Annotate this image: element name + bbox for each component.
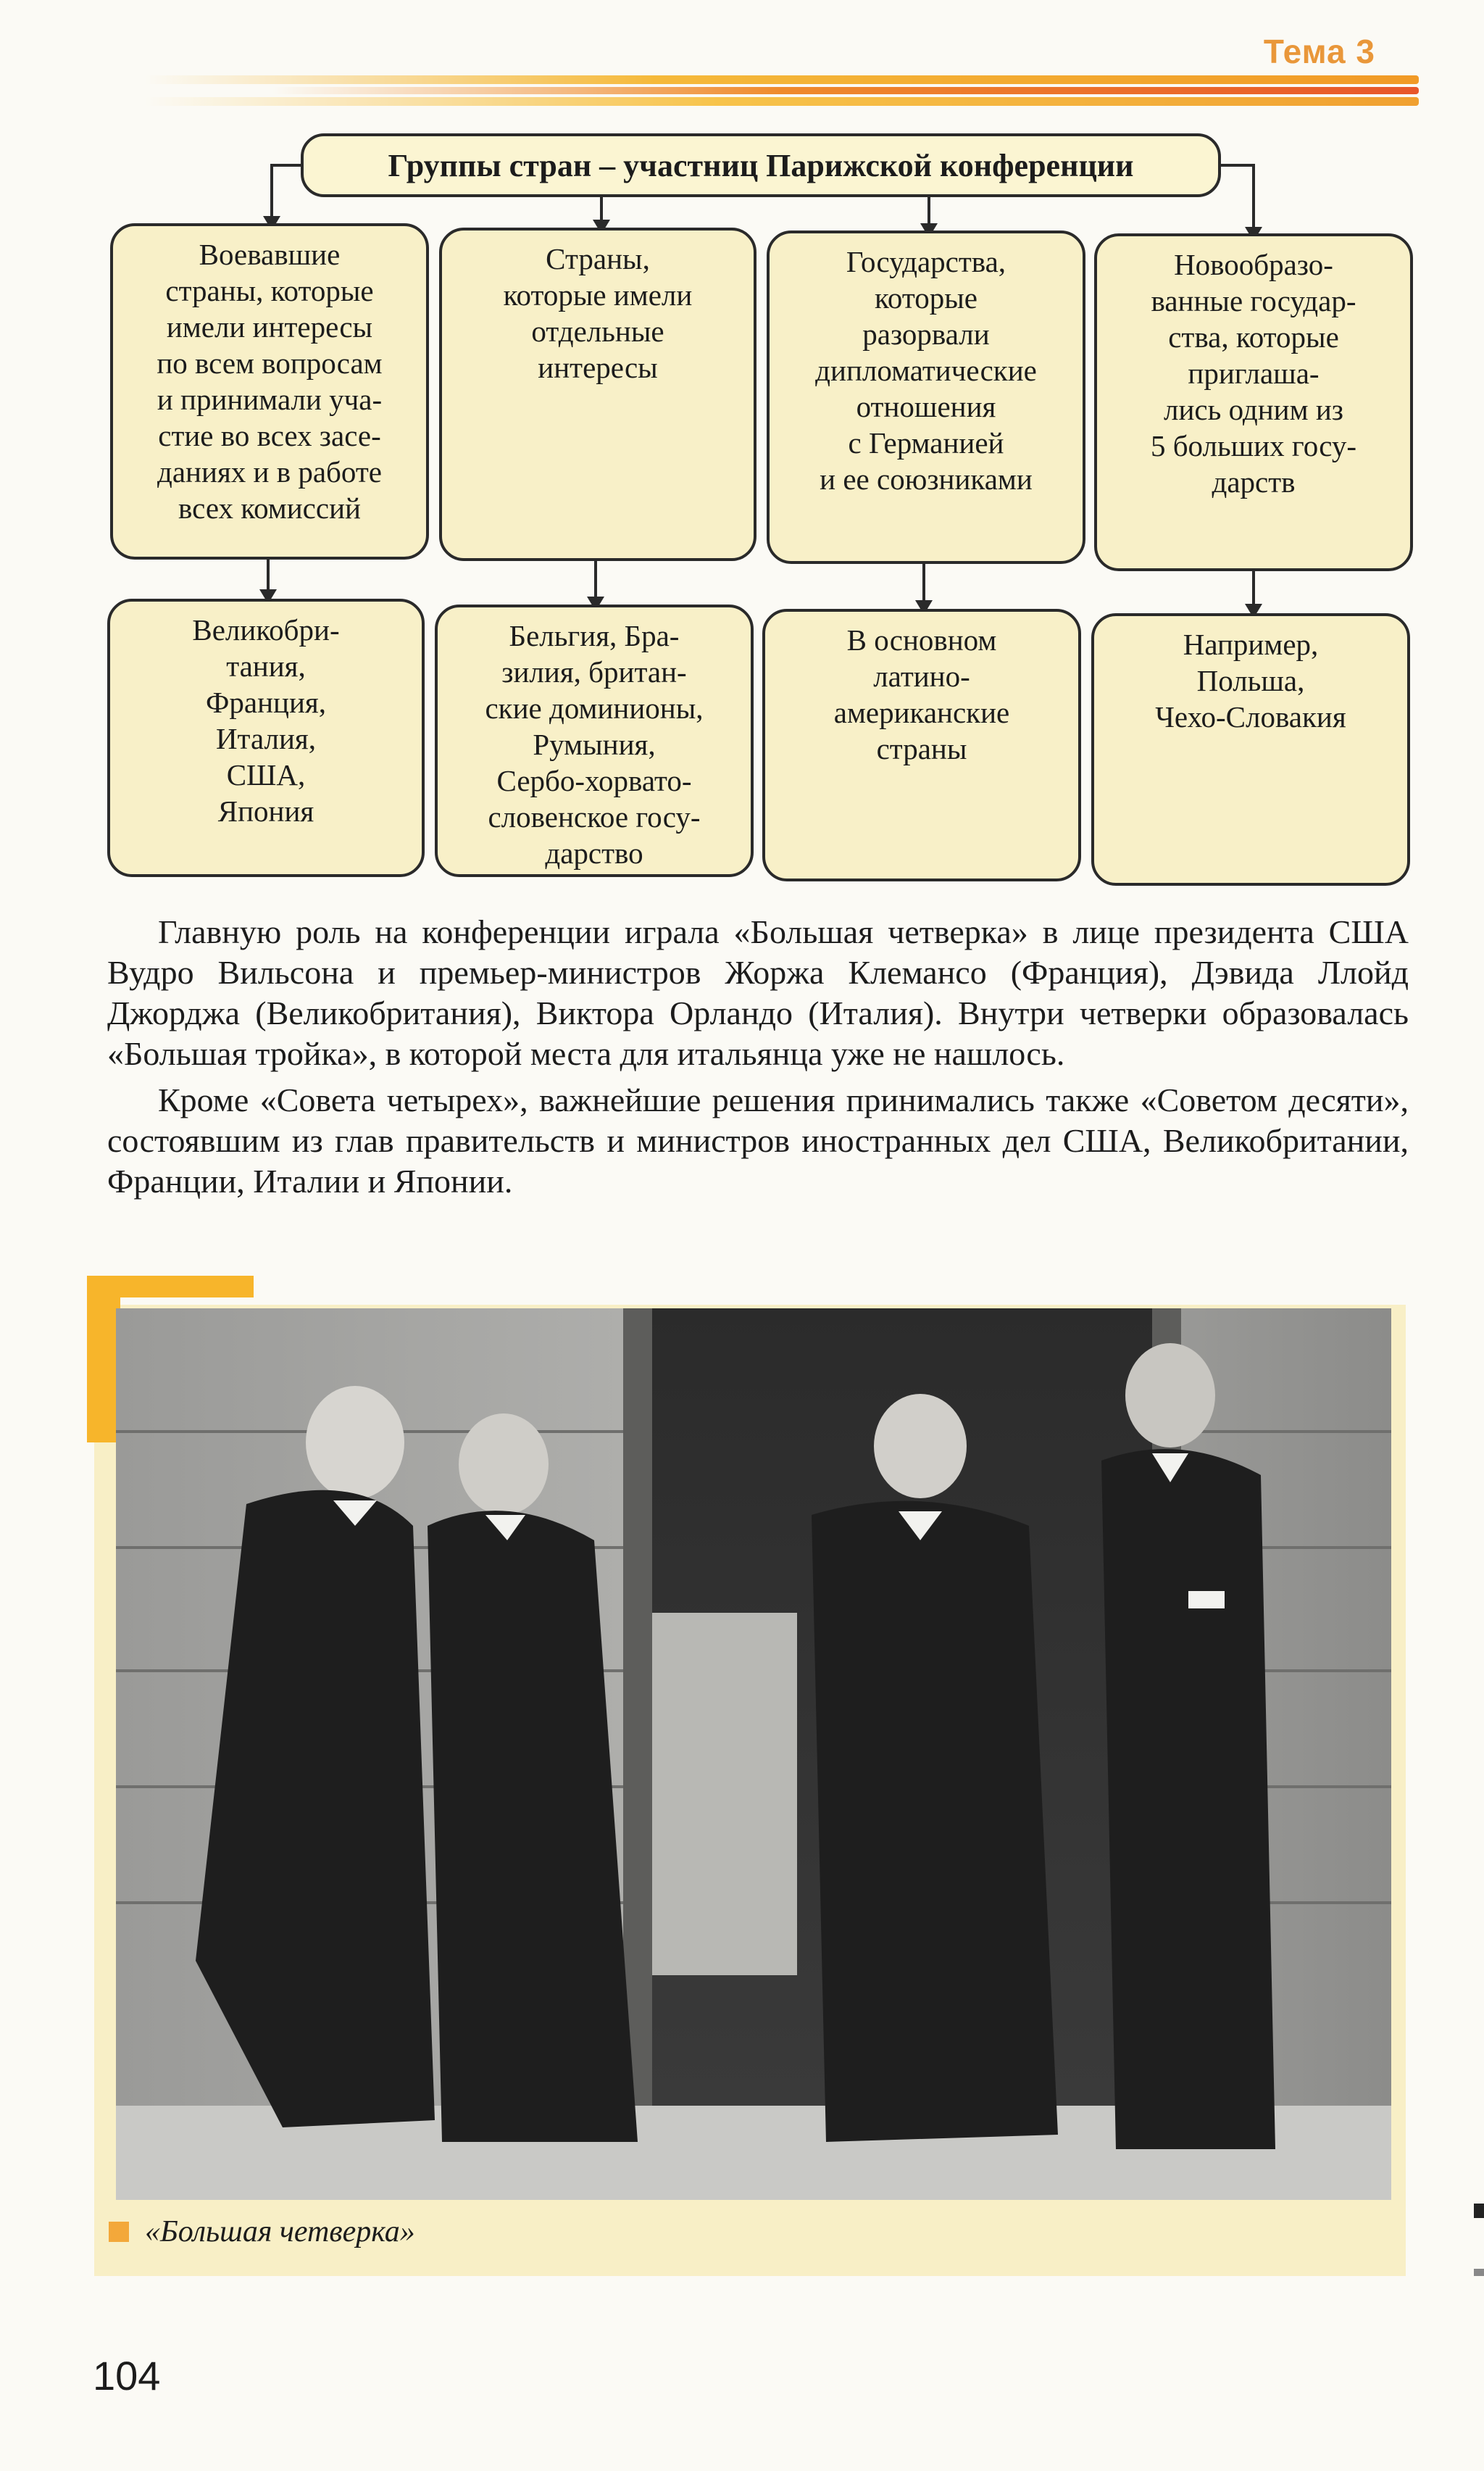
box-line: дарств	[1212, 465, 1296, 499]
box-line: и принимали уча-	[157, 383, 383, 416]
box-line: которые имели	[503, 278, 693, 312]
box-line: приглаша-	[1188, 357, 1320, 390]
box-line: всех комиссий	[178, 491, 361, 525]
box-line: по всем вопросам	[157, 346, 383, 380]
photo-figure	[87, 1276, 1406, 2276]
accent-bar-horizontal	[87, 1276, 254, 1297]
box-line: США,	[226, 758, 306, 792]
box-line: Бельгия, Бра-	[509, 619, 680, 652]
group-box-broken-relations	[767, 231, 1085, 564]
box-line: страны, которые	[165, 274, 374, 307]
box-line: Италия,	[215, 722, 317, 755]
box-line: ства, которые	[1168, 320, 1339, 354]
caption-marker-icon	[109, 2222, 129, 2242]
group-box-new-states	[1094, 233, 1413, 571]
box-line: Великобри-	[192, 613, 340, 647]
box-line: Сербо-хорвато-	[496, 764, 692, 797]
box-line: и ее союзниками	[820, 462, 1033, 496]
box-line: ские доминионы,	[485, 692, 704, 725]
box-line: тания,	[226, 649, 306, 683]
page-number: 104	[93, 2353, 161, 2399]
box-line: Государства,	[846, 245, 1006, 278]
box-line: дарство	[545, 836, 643, 870]
paragraph-big-four: Главную роль на конференции играла «Большая четверка» в лице президента США Вудро Вильсона и премьер-министров Жоржа Клемансо (Франция), Дэвида Ллойд Джорджа (Великобритания), Виктора Орландо (Италия). Внутри четверки образовалась «Большая тройка», в которой места для итальянца уже не нашлось.	[107, 913, 1409, 1072]
box-line: страны	[876, 732, 967, 765]
box-line: Например,	[1183, 628, 1319, 661]
box-line: с Германией	[848, 426, 1004, 460]
group-box-warring-countries	[110, 223, 429, 560]
box-line: американские	[833, 696, 1010, 729]
box-line: Чехо-Словакия	[1155, 700, 1346, 734]
box-line: дипломатические	[815, 354, 1037, 387]
edge-mark	[1474, 2269, 1484, 2276]
diagram-title: Группы стран – участниц Парижской конференции	[301, 133, 1221, 197]
photo-caption	[109, 2214, 415, 2249]
box-line: Япония	[217, 794, 314, 828]
example-box-warring-countries	[107, 599, 425, 877]
box-line: имели интересы	[166, 310, 373, 344]
box-line: Франция,	[205, 686, 327, 719]
box-line: Воевавшие	[199, 238, 341, 271]
example-box-new-states	[1091, 613, 1410, 886]
box-line: Румыния,	[533, 728, 656, 761]
box-line: разорвали	[862, 317, 990, 351]
box-line: отдельные	[531, 315, 664, 348]
box-line: стие во всех засе-	[158, 419, 381, 452]
box-line: словенское госу-	[488, 800, 701, 834]
box-line: лись одним из	[1164, 393, 1343, 426]
photo-illustration	[116, 1308, 1391, 2200]
box-line: интересы	[538, 351, 658, 384]
box-line: латино-	[873, 660, 970, 693]
theme-label: Тема 3	[1263, 33, 1375, 70]
example-box-separate-interests	[435, 605, 754, 877]
big-four-photo	[116, 1308, 1391, 2200]
edge-mark	[1474, 2204, 1484, 2218]
caption-text: «Большая четверка»	[145, 2215, 415, 2248]
box-line: Страны,	[546, 242, 650, 275]
box-line: даниях и в работе	[157, 455, 382, 489]
group-box-separate-interests	[439, 228, 756, 561]
body-text	[107, 912, 1409, 1208]
example-box-broken-relations	[762, 609, 1081, 881]
box-line: ванные государ-	[1151, 284, 1356, 317]
box-line: Новообразо-	[1174, 248, 1333, 281]
paragraph-council-of-ten: Кроме «Совета четырех», важнейшие решения принимались также «Советом десяти», состоявшим из глав правительств и министров иностранных дел США, Великобритании, Франции, Италии и Японии.	[107, 1081, 1409, 1200]
box-line: отношения	[856, 390, 996, 423]
box-line: которые	[875, 281, 977, 315]
box-line: зилия, британ-	[501, 655, 687, 689]
box-line: Польша,	[1196, 664, 1305, 697]
box-line: В основном	[846, 623, 997, 657]
box-line: 5 больших госу-	[1150, 429, 1357, 462]
conference-groups-diagram	[0, 0, 1484, 899]
